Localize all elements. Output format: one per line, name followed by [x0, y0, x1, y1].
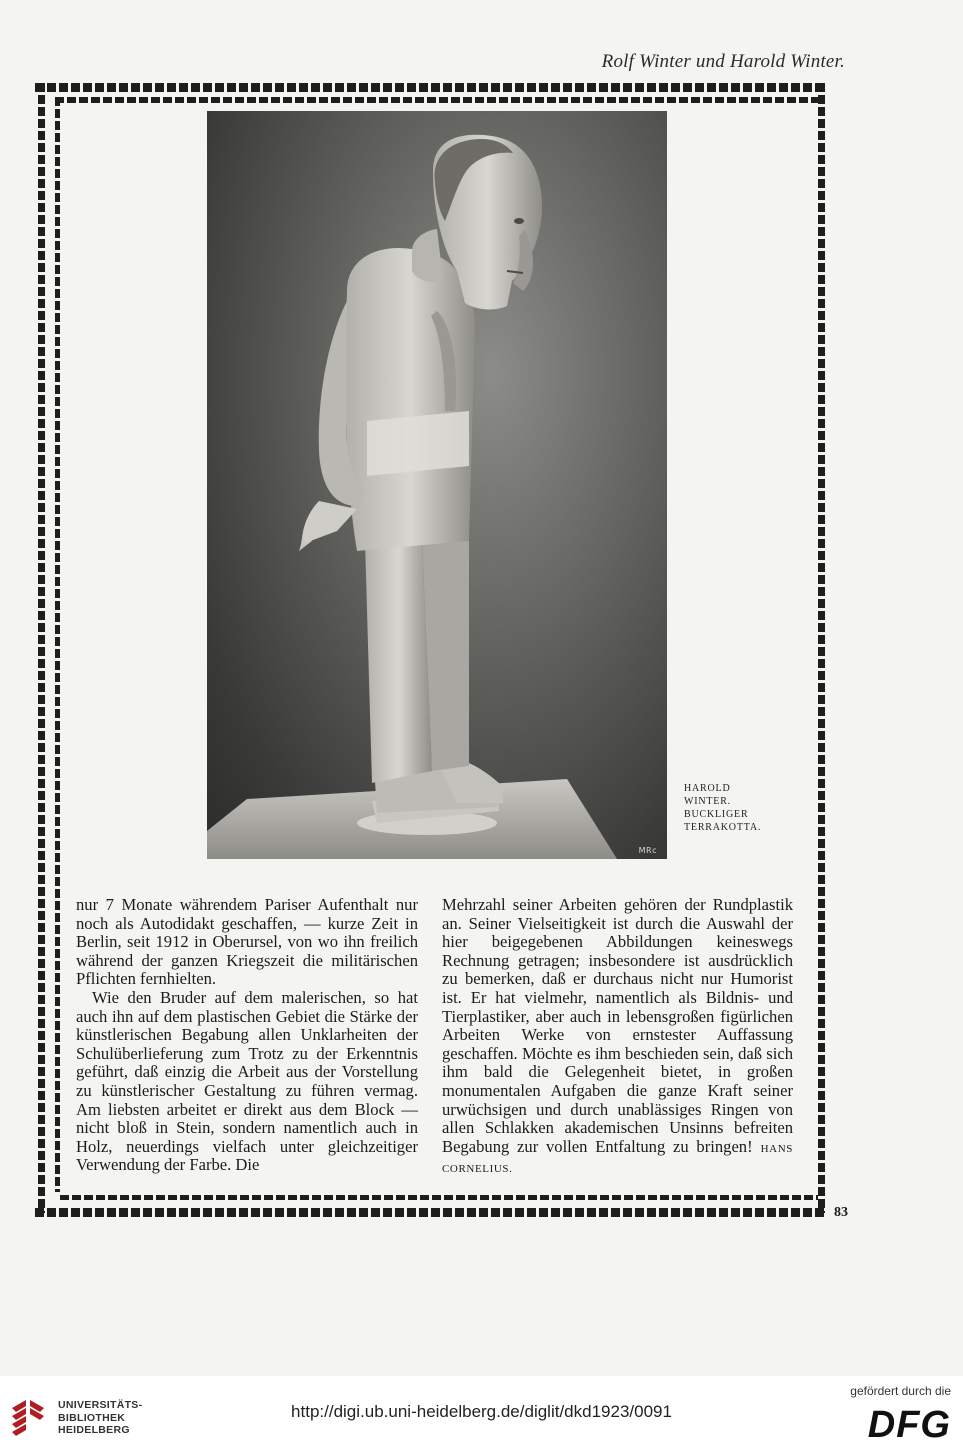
dfg-logo: DFG [867, 1404, 951, 1446]
funding-note: gefördert durch die [850, 1384, 951, 1398]
decorative-border-inner-left [55, 97, 60, 1192]
sculpture-illustration [207, 111, 667, 859]
text-column-left [76, 896, 418, 1175]
caption-line: BUCKLIGER [684, 809, 749, 820]
figure-caption [684, 782, 761, 834]
paragraph: nur 7 Monate währendem Pariser Aufenthalt nur noch als Autodidakt geschaffen, — kurze Zeit in Berlin, seit 1912 in Oberursel, von wo ihn freilich während der ganzen Kriegszeit die militärischen Pflichten fernhielten. [76, 895, 418, 989]
decorative-border-inner-top [55, 97, 818, 103]
decorative-border-right [818, 83, 825, 1213]
caption-line: TERRAKOTTA. [684, 822, 762, 833]
sculpture-photograph [207, 111, 667, 859]
sculpture-legs [365, 541, 432, 783]
photo-monogram: MRc [638, 846, 657, 855]
decorative-border-inner-bottom [60, 1195, 818, 1200]
paragraph [442, 896, 793, 1179]
digitization-footer [0, 1376, 963, 1454]
caption-line: WINTER. [684, 796, 731, 807]
paragraph-text: Mehrzahl seiner Arbeiten gehören der Rundplastik an. Seiner Vielseitigkeit ist durch die Auswahl der hier beigegebenen Abbildungen keineswegs Rechnung getragen; insbesondere ist ausdrücklich zu bemerken, daß er durchaus nicht nur Humorist ist. Er hat vielmehr, namentlich als Bildnis- und Tierplastiker, aber auch in lebensgroßen figürlichen Arbeiten Werke von ernstester Auffassung geschaffen. Möchte es ihm beschieden sein, daß sich ihm bald die Gelegenheit bietet, in großen monumentalen Aufgaben die ganze Kraft seiner urwüchsigen und durch unablässiges Ringen von allen Schlakken akademischen Unsinns befreiten Begabung zur vollen Entfaltung zu bringen! [442, 895, 793, 1156]
university-name-line: BIBLIOTHEK [58, 1411, 126, 1424]
decorative-border-left [38, 83, 45, 1213]
university-name-line: UNIVERSITÄTS- [58, 1399, 143, 1411]
caption-line: HAROLD [684, 783, 731, 794]
running-title: Rolf Winter und Harold Winter. [601, 51, 845, 72]
paragraph: Wie den Bruder auf dem malerischen, so hat auch ihn auf dem plastischen Gebiet die Stärke der künstlerischen Begabung allen Unklarheiten der Schulüberlieferung zum Trotz zu der Erkenntnis geführt, daß einzig die Arbeit aus der Vorstellung zu künstlerischer Gestaltung zu führen vermag. Am liebsten arbeitet er direkt aus dem Block — nicht bloß in Stein, sondern namentlich auch in Holz, neuerdings vielfach unter gleichzeitiger Verwendung der Farbe. Die [76, 987, 418, 1175]
text-column-right [442, 896, 793, 1179]
decorative-border-bottom [35, 1208, 825, 1217]
decorative-border-top [35, 83, 825, 92]
university-name-line: HEIDELBERG [58, 1424, 130, 1436]
page-number: 83 [834, 1205, 848, 1220]
source-url-link[interactable]: http://digi.ub.uni-heidelberg.de/diglit/dkd1923/0091 [291, 1402, 672, 1421]
author-signature: HANS CORNELIUS. [442, 1142, 793, 1176]
